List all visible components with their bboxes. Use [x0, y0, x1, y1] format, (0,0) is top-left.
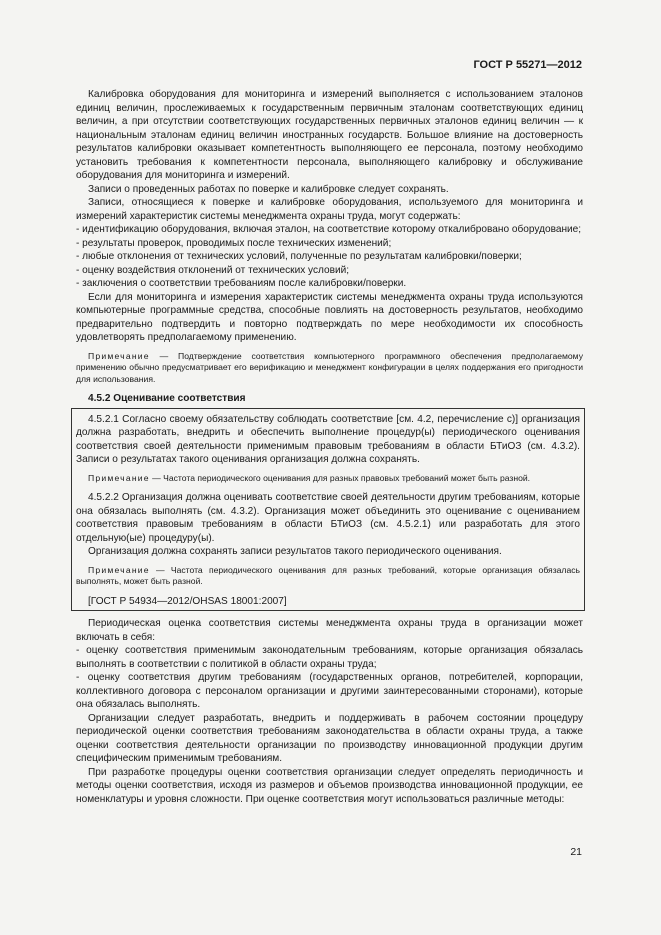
note-text: — Частота периодического оценивания для разных правовых требований может быть разной.: [149, 472, 531, 483]
note-label: Примечание: [88, 350, 150, 361]
section-title: 4.5.2 Оценивание соответствия: [88, 393, 246, 404]
note-legal-frequency: [76, 473, 580, 485]
note-text: — Частота периодического оценивания для разных требований, которые организация обязалась выполнять, может быть разной.: [76, 564, 580, 586]
quoted-standard-box: [71, 408, 585, 612]
note-software: [76, 351, 583, 386]
list-item: - оценку соответствия другим требованиям (государственных органов, потребителей, корпорации, коллективного договора с персоналом организации и другими заинтересованными сторонами), которые она обязалась выполнять.: [76, 672, 583, 710]
standard-reference: [ГОСТ Р 54934—2012/OHSAS 18001:2007]: [88, 595, 287, 607]
note-text: — Подтверждение соответствия компьютерного программного обеспечения предполагаемому применению обычно предусматривает его верификацию и менеджмент конфигурации в целях поддержания его пригодности для использования.: [76, 350, 583, 384]
note-label: Примечание: [88, 564, 150, 575]
clause-4-5-2-2: 4.5.2.2 Организация должна оценивать соответствие своей деятельности другим требованиям, которые она обязалась выполнять (см. 4.3.2). Организация может объединить это оценивание с оцениванием соответствия правовым требованиям в области БТиОЗ (см. 4.5.2.1) или разработать для этого отдельную(ые) процедуру(ы).: [76, 492, 580, 544]
list-item: - оценку соответствия применимым законодательным требованиям, которые организация обязалась выполнять в соответствии с политикой в области охраны труда;: [76, 645, 583, 670]
note-other-frequency: [76, 565, 580, 588]
paragraph-calibration: Калибровка оборудования для мониторинга и измерений выполняется с использованием эталонов единиц величин, прослеживаемых к государственным первичным эталонам соответствующих единиц величин, а при отсутствии соответствующих государственных первичных эталонов единиц величин — к национальным эталонам единиц величин иностранных государств. Большое влияние на достоверность результатов калибровки оказывает компетентность выполняющего ее персонала, поэтому необходимо установить требования к компетентности персонала, выполняющего калибровку и обслуживание оборудования для мониторинга и измерений.: [76, 89, 583, 181]
document-id-header: ГОСТ Р 55271—2012: [473, 59, 582, 71]
paragraph-software: Если для мониторинга и измерения характеристик системы менеджмента охраны труда используются компьютерные программные средства, способные повлиять на достоверность результатов, необходимо предварительно подтвердить и повторно подтверждать по мере необходимости их способность удовлетворять предполагаемому применению.: [76, 291, 583, 343]
paragraph-periodic-assessment: Периодическая оценка соответствия системы менеджмента охраны труда в организации может включать в себя:: [76, 618, 583, 643]
paragraph-methods: При разработке процедуры оценки соответствия организации следует определять периодичность и методы оценки соответствия, исходя из размеров и объемов производства инновационной продукции, ее номенклатуры и уровня сложности. При оценке соответствия могут использоваться различные методы:: [76, 766, 583, 805]
paragraph-records: Записи о проведенных работах по поверке и калибровке следует сохранять.: [88, 183, 449, 195]
list-item: - оценку воздействия отклонений от технических условий;: [76, 264, 350, 276]
clause-4-5-2-1: 4.5.2.1 Согласно своему обязательству соблюдать соответствие [см. 4.2, перечисление с)] организация должна разработать, внедрить и обеспечить выполнение процедур(ы) периодического оценивания соответствия своей деятельности применимым правовым требованиям в области БТиОЗ (см. 4.3.2). Записи о результатах такого оценивания организация должна сохранять.: [76, 413, 580, 465]
note-label: Примечание: [88, 472, 150, 483]
list-item: - любые отклонения от технических условий, полученные по результатам калибровки/поверки;: [76, 251, 522, 262]
list-item: - идентификацию оборудования, включая эталон, на соответствие которому откалибровано оборудование;: [76, 224, 582, 235]
body-text: [76, 88, 583, 806]
page-number: 21: [570, 846, 582, 858]
clause-records: Организация должна сохранять записи результатов такого периодического оценивания.: [88, 546, 502, 557]
paragraph-records-content: Записи, относящиеся к поверке и калибровке оборудования, используемого для мониторинга и измерений характеристик системы менеджмента охраны труда, могут содержать:: [76, 197, 583, 222]
list-item: - результаты проверок, проводимых после технических изменений;: [76, 237, 392, 249]
paragraph-procedure: Организации следует разработать, внедрить и поддерживать в рабочем состоянии процедуру периодической оценки соответствия требованиям законодательства в области охраны труда, а также оценки соответствия деятельности организации по производству инновационной продукции другим специфическим применимым требованиям.: [76, 712, 583, 764]
list-item: - заключения о соответствии требованиям после калибровки/поверки.: [76, 278, 407, 289]
